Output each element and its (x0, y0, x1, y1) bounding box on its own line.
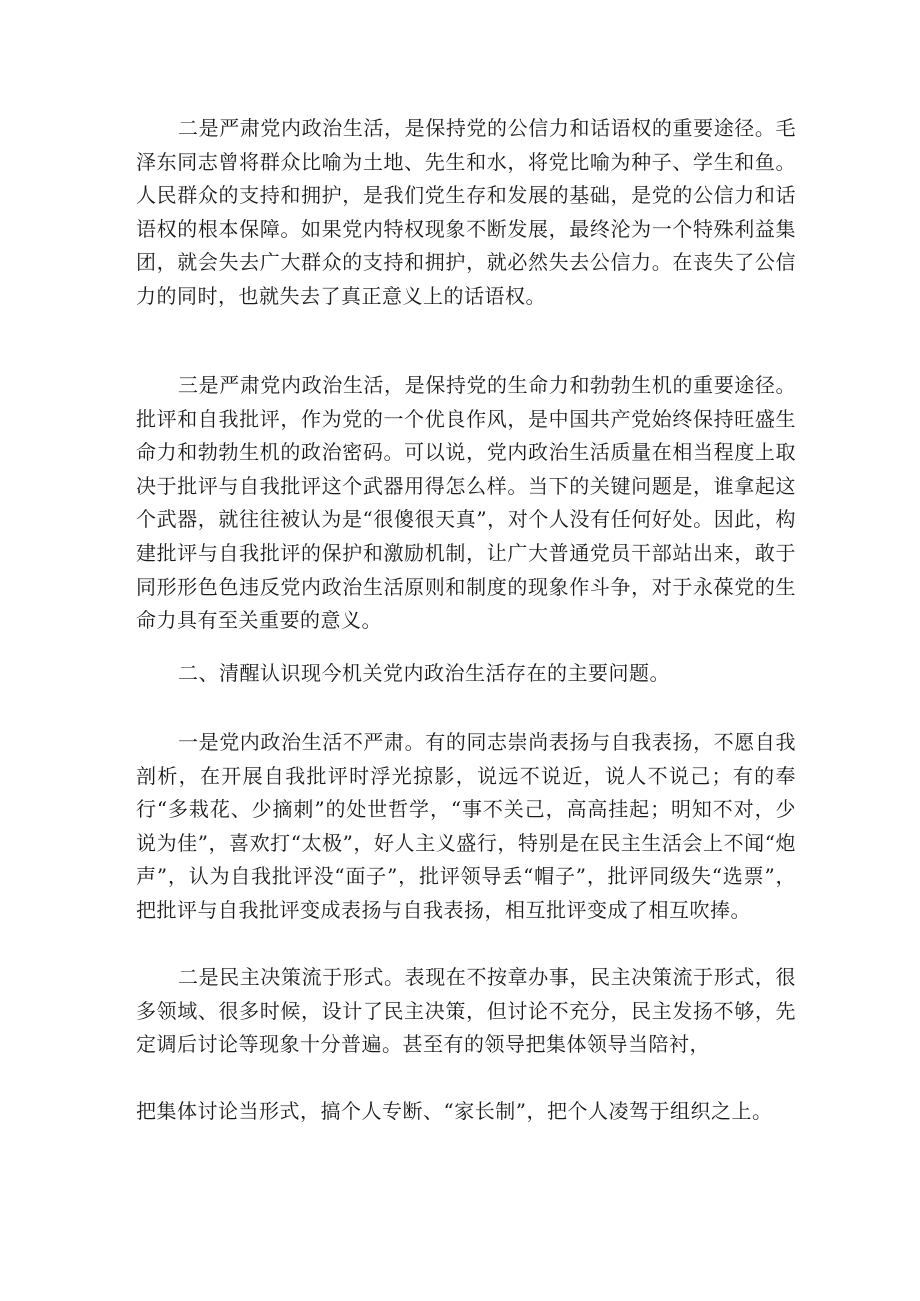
section-heading-problems: 二、清醒认识现今机关党内政治生活存在的主要问题。 (178, 661, 670, 685)
paragraph-democratic-decision: 二是民主决策流于形式。表现在不按章办事，民主决策流于形式，很多领域、很多时候，设计了民主决策，但讨论不充分，民主发扬不够，先定调后讨论等现象十分普遍。甚至有的领导把集体领导当陪衬， (136, 965, 796, 1057)
paragraph-continuation: 把集体讨论当形式，搞个人专断、“家长制”，把个人凌驾于组织之上。 (136, 1099, 773, 1123)
paragraph-vitality: 三是严肃党内政治生活，是保持党的生命力和勃勃生机的重要途径。批评和自我批评，作为党的一个优良作风，是中国共产党始终保持旺盛生命力和勃勃生机的政治密码。可以说，党内政治生活质量在相当程度上取决于批评与自我批评这个武器用得怎么样。当下的关键问题是，谁拿起这个武器，就往往被认为是“很傻很天真”，对个人没有任何好处。因此，构建批评与自我批评的保护和激励机制，让广大普通党员干部站出来，敢于同形形色色违反党内政治生活原则和制度的现象作斗争，对于永葆党的生命力具有至关重要的意义。 (136, 373, 796, 633)
paragraph-credibility: 二是严肃党内政治生活，是保持党的公信力和话语权的重要途径。毛泽东同志曾将群众比喻为土地、先生和水，将党比喻为种子、学生和鱼。人民群众的支持和拥护，是我们党生存和发展的基础，是党的公信力和话语权的根本保障。如果党内特权现象不断发展，最终沦为一个特殊利益集团，就会失去广大群众的支持和拥护，就必然失去公信力。在丧失了公信力的同时，也就失去了真正意义上的话语权。 (136, 116, 796, 308)
paragraph-not-serious: 一是党内政治生活不严肃。有的同志崇尚表扬与自我表扬，不愿自我剖析，在开展自我批评时浮光掠影，说远不说近，说人不说己；有的奉行“多栽花、少摘刺”的处世哲学，“事不关己，高高挂起；明知不对，少说为佳”，喜欢打“太极”，好人主义盛行，特别是在民主生活会上不闻“炮声”，认为自我批评没“面子”，批评领导丢“帽子”，批评同级失“选票”，把批评与自我批评变成表扬与自我表扬，相互批评变成了相互吹捧。 (136, 730, 796, 922)
